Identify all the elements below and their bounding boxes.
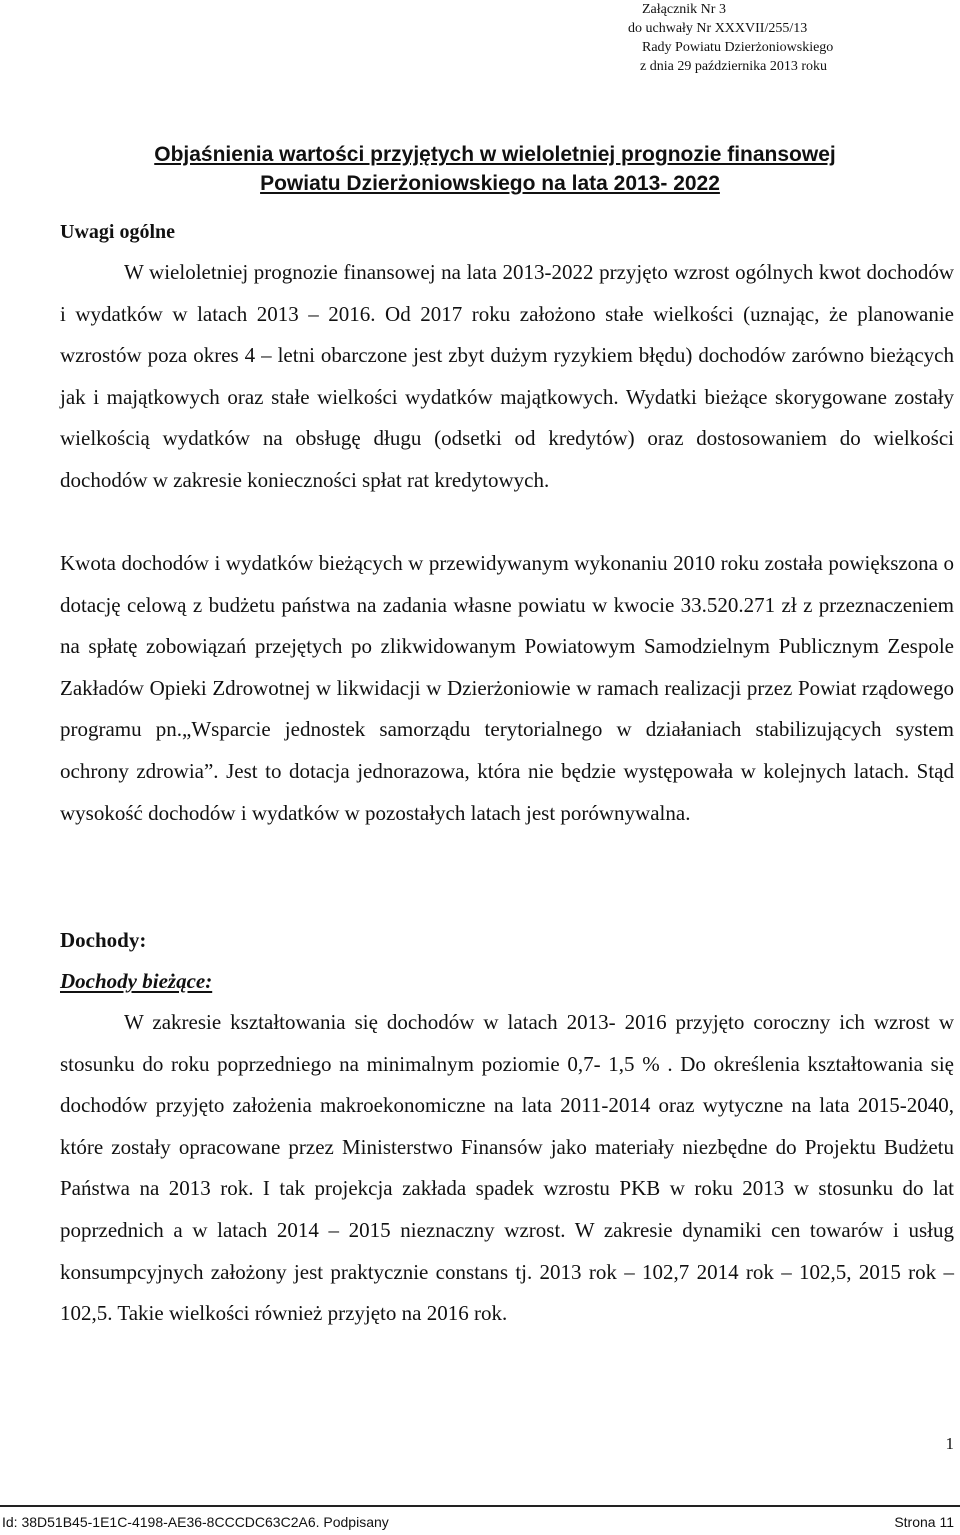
- document-title-line-2: Powiatu Dzierżoniowskiego na lata 2013- 2022: [260, 172, 720, 195]
- attachment-line-2: do uchwały Nr XXXVII/255/13: [628, 21, 808, 36]
- page-label: Strona 11: [894, 1514, 954, 1530]
- attachment-line-3: Rady Powiatu Dzierżoniowskiego: [642, 40, 834, 55]
- income-heading: Dochody:: [60, 928, 147, 952]
- general-remarks-text-2: Kwota dochodów i wydatków bieżących w przewidywanym wykonaniu 2010 roku została powiększona o dotację celową z budżetu państwa na zadania własne powiatu w kwocie 33.520.271 zł z przeznaczeniem na spłatę zobowiązań przejętych po zlikwidowanym Powiatowym Samodzielnym Publicznym Zespole Zakładów Opieki Zdrowotnej w likwidacji w Dzierżoniowie w ramach realizacji przez Powiat rządowego programu pn.„Wsparcie jednostek samorządu terytorialnego w działaniach stabilizujących system ochrony zdrowia”. Jest to dotacja jednorazowa, która nie będzie występowała w kolejnych latach. Stąd wysokość dochodów i wydatków w pozostałych latach jest porównywalna.: [60, 551, 954, 825]
- current-income-paragraph: [60, 1002, 954, 1335]
- current-income-heading: Dochody bieżące:: [60, 969, 213, 993]
- general-remarks-heading: Uwagi ogólne: [60, 221, 175, 243]
- document-title: [0, 140, 960, 198]
- attachment-line-4: z dnia 29 października 2013 roku: [640, 59, 827, 74]
- general-remarks-paragraph-1: [60, 252, 954, 502]
- page-number: 1: [945, 1434, 954, 1453]
- document-title-line-1: Objaśnienia wartości przyjętych w wieloletniej prognozie finansowej: [154, 143, 836, 166]
- attachment-line-1: Załącznik Nr 3: [642, 2, 726, 17]
- general-remarks-text-1: W wieloletniej prognozie finansowej na lata 2013-2022 przyjęto wzrost ogólnych kwot dochodów i wydatków w latach 2013 – 2016. Od 2017 roku założono stałe wielkości (uznając, że planowanie wzrostów poza okres 4 – letni obarczone jest zbyt dużym ryzykiem błędu) dochodów zarówno bieżących jak i majątkowych oraz stałe wielkości wydatków majątkowych. Wydatki bieżące skorygowane zostały wielkością wydatków na obsługę długu (odsetki od kredytów) oraz dostosowaniem do wielkości dochodów w zakresie konieczności spłat rat kredytowych.: [60, 260, 954, 492]
- current-income-text: W zakresie kształtowania się dochodów w latach 2013- 2016 przyjęto coroczny ich wzrost w stosunku do roku poprzedniego na minimalnym poziomie 0,7- 1,5 % . Do określenia kształtowania się dochodów przyjęto założenia makroekonomiczne na lata 2011-2014 oraz wytyczne na lata 2015-2040, które zostały opracowane przez Ministerstwo Finansów jako materiały niezbędne do Projektu Budżetu Państwa na 2013 rok. I tak projekcja zakłada spadek wzrostu PKB w roku 2013 w stosunku do lat poprzednich a w latach 2014 – 2015 nieznaczny wzrost. W zakresie dynamiki cen towarów i usług konsumpcyjnych założony jest praktycznie constans tj. 2013 rok – 102,7 2014 rok – 102,5, 2015 rok – 102,5. Takie wielkości również przyjęto na 2016 rok.: [60, 1010, 954, 1326]
- general-remarks-paragraph-2: [60, 543, 954, 834]
- document-footer: [0, 1505, 960, 1530]
- document-id: Id: 38D51B45-1E1C-4198-AE36-8CCCDC63C2A6. Podpisany: [2, 1514, 389, 1530]
- attachment-header: [628, 0, 958, 76]
